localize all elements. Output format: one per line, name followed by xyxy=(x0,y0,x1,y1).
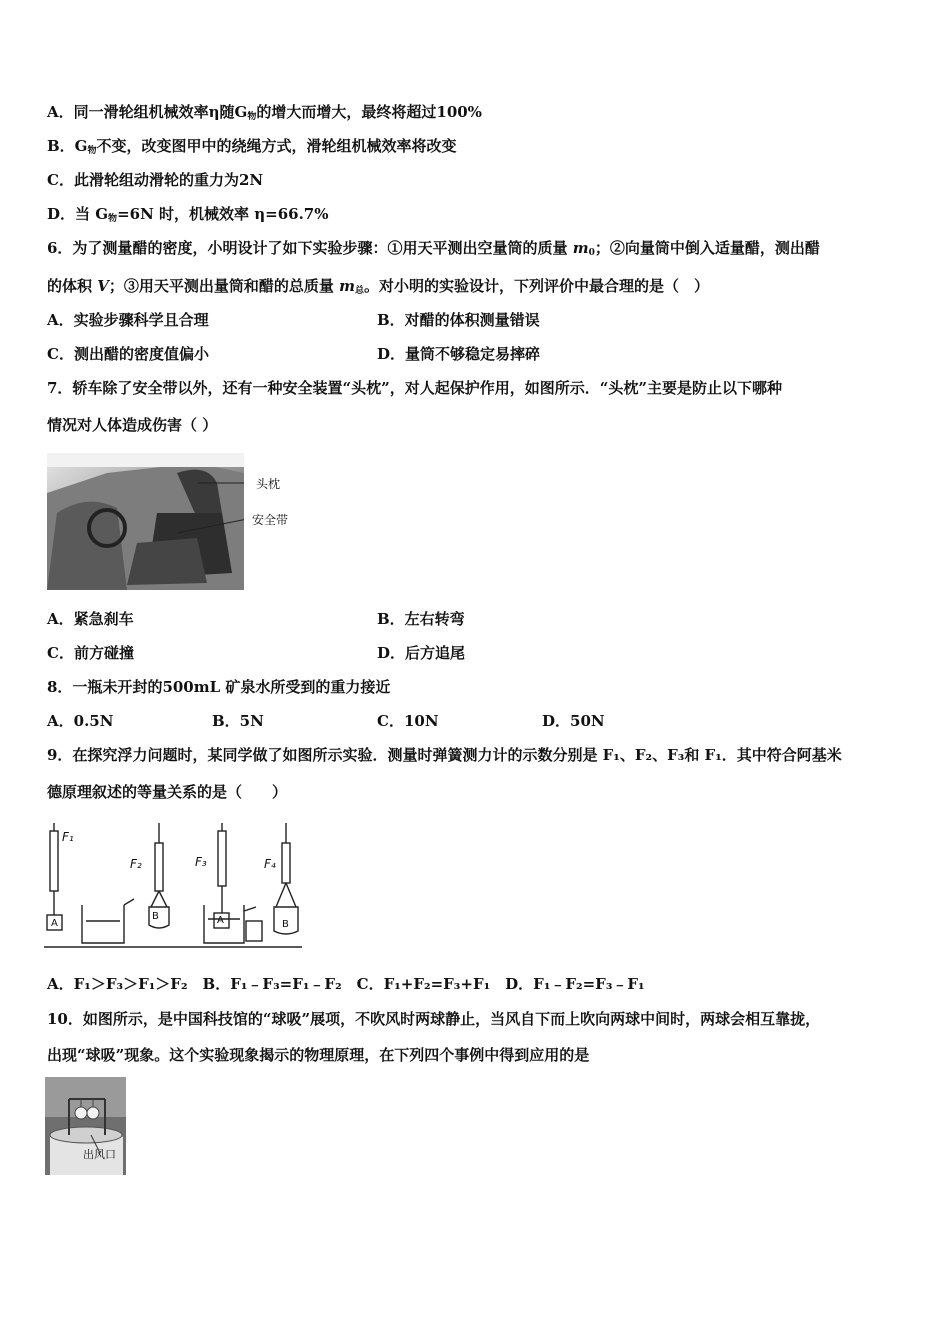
fig-label-a-1: A xyxy=(51,918,58,929)
seatbelt-label: 安全带 xyxy=(252,513,289,527)
q8-option-d: D．50N xyxy=(542,712,605,730)
headrest-label: 头枕 xyxy=(256,477,281,491)
fig-label-b-2: B xyxy=(282,919,289,930)
fig-label-f1: F₁ xyxy=(62,830,74,844)
q8-option-b: B．5N xyxy=(212,712,264,730)
q7-stem-line1: 7．轿车除了安全带以外，还有一种安全装置“头枕”，对人起保护作用，如图所示．“头枕”主要是防止以下哪种 xyxy=(47,379,782,397)
air-outlet-label: 出风口 xyxy=(83,1148,116,1161)
q8-option-a: A．0.5N xyxy=(47,712,114,730)
q5-option-a: A．同一滑轮组机械效率η随$G_物$的增大而增大，最终将超过100% xyxy=(47,103,482,122)
q7-stem-line2: 情况对人体造成伤害（ ） xyxy=(47,416,218,434)
fig-label-f2: F₂ xyxy=(130,857,142,871)
q8-stem: 8．一瓶未开封的500mL 矿泉水所受到的重力接近 xyxy=(47,678,391,696)
q8-option-c: C．10N xyxy=(377,712,439,730)
q7-option-d: D．后方追尾 xyxy=(377,644,466,662)
fig-label-f3: F₃ xyxy=(195,855,207,869)
q6-option-a: A．实验步骤科学且合理 xyxy=(47,311,209,329)
q6-stem-line1: 6．为了测量醋的密度，小明设计了如下实验步骤：①用天平测出空量筒的质量 $m_0$；②向量筒中倒入适量醋，测出醋 xyxy=(47,239,820,258)
q6-option-c: C．测出醋的密度值偏小 xyxy=(47,345,209,363)
q6-option-d: D．量筒不够稳定易摔碎 xyxy=(377,345,541,363)
q7-option-a: A．紧急刹车 xyxy=(47,610,134,628)
fig-label-a-2: A xyxy=(217,915,224,926)
q5-option-d: D．当 $G_物=6N$ 时，机械效率 η=66.7% xyxy=(47,205,329,224)
fig-label-b-1: B xyxy=(152,911,159,922)
fig-label-f4: F₄ xyxy=(264,857,276,871)
buoyancy-experiment-figure xyxy=(44,823,304,953)
q5-option-c: C．此滑轮组动滑轮的重力为2N xyxy=(47,171,264,189)
q9-stem-line1: 9．在探究浮力问题时，某同学做了如图所示实验．测量时弹簧测力计的示数分别是 F₁、F₂、F₃和 F₁．其中符合阿基米 xyxy=(47,746,842,764)
car-headrest-figure xyxy=(47,453,244,590)
q9-stem-line2: 德原理叙述的等量关系的是（ ） xyxy=(47,783,288,801)
q6-stem-line2: 的体积 V；③用天平测出量筒和醋的总质量 $m_总$。对小明的实验设计，下列评价中最合理的是（ ） xyxy=(47,277,710,296)
q7-option-b: B．左右转弯 xyxy=(377,610,465,628)
q10-stem-line1: 10．如图所示，是中国科技馆的“球吸”展项，不吹风时两球静止，当风自下而上吹向两球中间时，两球会相互靠拢， xyxy=(47,1010,821,1028)
q9-options: A．F₁＞F₃＞F₁＞F₂ B．F₁﹣F₃=F₁﹣F₂ C．F₁+F₂=F₃+F₁ D．F₁﹣F₂=F₃﹣F₁ xyxy=(47,975,645,993)
q5-option-b: B．$G_物$不变，改变图甲中的绕绳方式，滑轮组机械效率将改变 xyxy=(47,137,457,156)
q6-option-b: B．对醋的体积测量错误 xyxy=(377,311,540,329)
q10-stem-line2: 出现“球吸”现象。这个实验现象揭示的物理原理，在下列四个事例中得到应用的是 xyxy=(47,1046,590,1064)
q7-option-c: C．前方碰撞 xyxy=(47,644,134,662)
